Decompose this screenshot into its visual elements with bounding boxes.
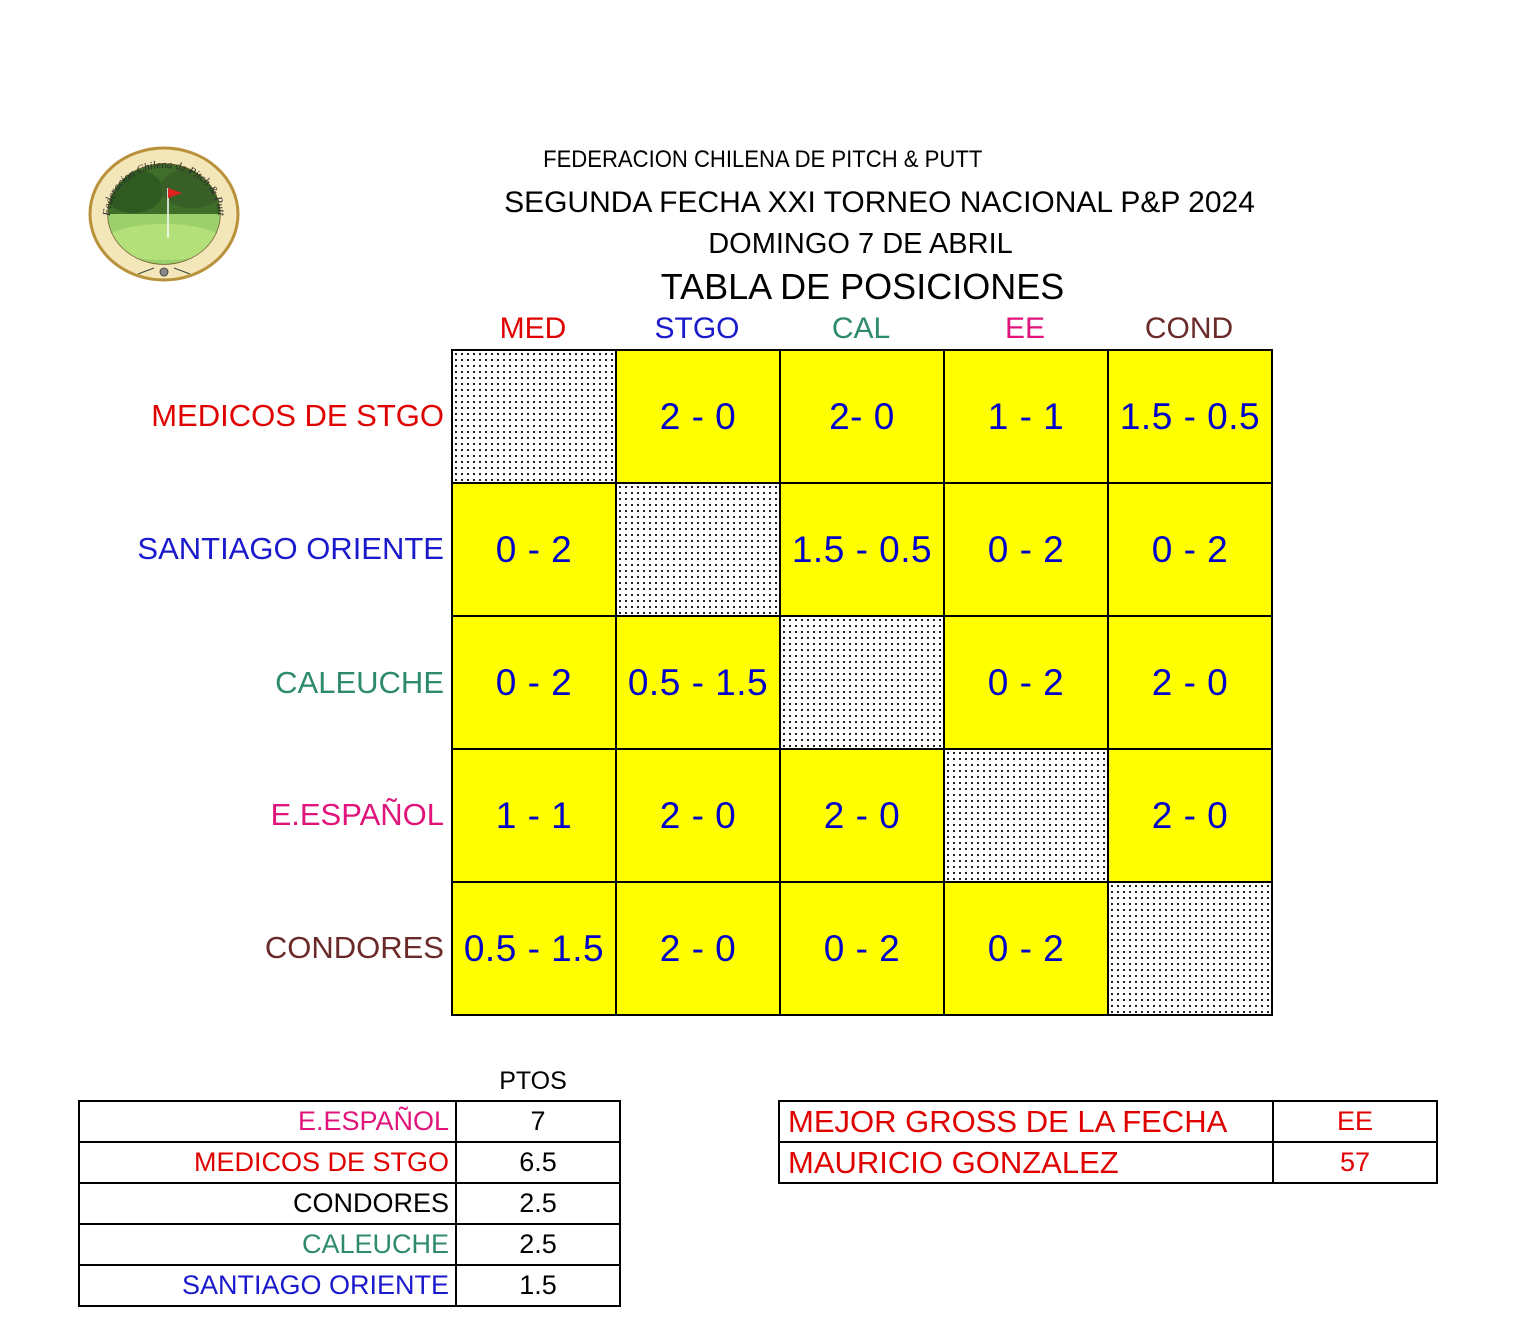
table-row	[79, 1142, 620, 1183]
row-header-medicos: MEDICOS DE STGO	[151, 398, 444, 433]
federation-name: FEDERACION CHILENA DE PITCH & PUTT	[542, 146, 983, 173]
matrix-cell: 0.5 - 1.5	[616, 616, 780, 749]
col-header-stgo: STGO	[654, 312, 740, 345]
results-matrix	[451, 349, 1273, 1016]
matrix-cell-empty	[616, 483, 780, 616]
matrix-cell: 2 - 0	[616, 882, 780, 1015]
standing-points: 2.5	[456, 1183, 620, 1224]
matrix-row	[452, 350, 1272, 483]
event-title: SEGUNDA FECHA XXI TORNEO NACIONAL P&P 2024	[504, 186, 1255, 219]
points-header: PTOS	[499, 1067, 567, 1095]
matrix-row	[452, 483, 1272, 616]
matrix-cell: 2- 0	[780, 350, 944, 483]
matrix-cell: 1 - 1	[944, 350, 1108, 483]
row-header-santiago-oriente: SANTIAGO ORIENTE	[137, 531, 444, 566]
standing-team: CALEUCHE	[79, 1224, 456, 1265]
matrix-cell: 0 - 2	[1108, 483, 1272, 616]
table-row	[79, 1101, 620, 1142]
matrix-cell: 0 - 2	[944, 882, 1108, 1015]
standing-points: 1.5	[456, 1265, 620, 1306]
standing-team: SANTIAGO ORIENTE	[79, 1265, 456, 1306]
standing-points: 6.5	[456, 1142, 620, 1183]
table-row	[79, 1183, 620, 1224]
col-header-cal: CAL	[831, 312, 891, 345]
matrix-row	[452, 882, 1272, 1015]
matrix-cell: 0 - 2	[944, 483, 1108, 616]
matrix-cell: 1.5 - 0.5	[1108, 350, 1272, 483]
matrix-cell-empty	[1108, 882, 1272, 1015]
matrix-row	[452, 749, 1272, 882]
matrix-cell: 2 - 0	[616, 749, 780, 882]
matrix-row	[452, 616, 1272, 749]
row-header-espanol: E.ESPAÑOL	[270, 797, 444, 832]
standing-team: CONDORES	[79, 1183, 456, 1224]
row-header-caleuche: CALEUCHE	[275, 665, 444, 700]
matrix-cell-empty	[780, 616, 944, 749]
matrix-cell-empty	[944, 749, 1108, 882]
matrix-cell: 0 - 2	[944, 616, 1108, 749]
standing-points: 2.5	[456, 1224, 620, 1265]
best-gross-player: MAURICIO GONZALEZ	[779, 1142, 1273, 1183]
col-header-ee: EE	[1004, 312, 1046, 345]
table-row	[79, 1224, 620, 1265]
row-header-condores: CONDORES	[264, 930, 444, 965]
matrix-cell: 0 - 2	[780, 882, 944, 1015]
standing-team: E.ESPAÑOL	[79, 1101, 456, 1142]
matrix-cell: 0.5 - 1.5	[452, 882, 616, 1015]
standings-table	[78, 1100, 621, 1307]
matrix-cell: 2 - 0	[616, 350, 780, 483]
page-title: TABLA DE POSICIONES	[660, 266, 1065, 307]
matrix-cell: 0 - 2	[452, 616, 616, 749]
matrix-cell: 2 - 0	[1108, 616, 1272, 749]
matrix-cell-empty	[452, 350, 616, 483]
standing-points: 7	[456, 1101, 620, 1142]
event-date: DOMINGO 7 DE ABRIL	[708, 228, 1013, 260]
standing-team: MEDICOS DE STGO	[79, 1142, 456, 1183]
matrix-cell: 2 - 0	[1108, 749, 1272, 882]
col-header-cond: COND	[1144, 312, 1234, 345]
matrix-cell: 0 - 2	[452, 483, 616, 616]
table-row	[779, 1142, 1437, 1183]
best-gross-table	[778, 1100, 1438, 1184]
best-gross-label: MEJOR GROSS DE LA FECHA	[779, 1101, 1273, 1142]
matrix-cell: 1 - 1	[452, 749, 616, 882]
col-header-med: MED	[499, 312, 567, 345]
table-row	[79, 1265, 620, 1306]
matrix-cell: 1.5 - 0.5	[780, 483, 944, 616]
logo-arc-text: Federacion Chilena de Pitch & Putt	[100, 158, 228, 217]
table-row	[779, 1101, 1437, 1142]
matrix-cell: 2 - 0	[780, 749, 944, 882]
best-gross-score: 57	[1273, 1142, 1437, 1183]
best-gross-club: EE	[1273, 1101, 1437, 1142]
